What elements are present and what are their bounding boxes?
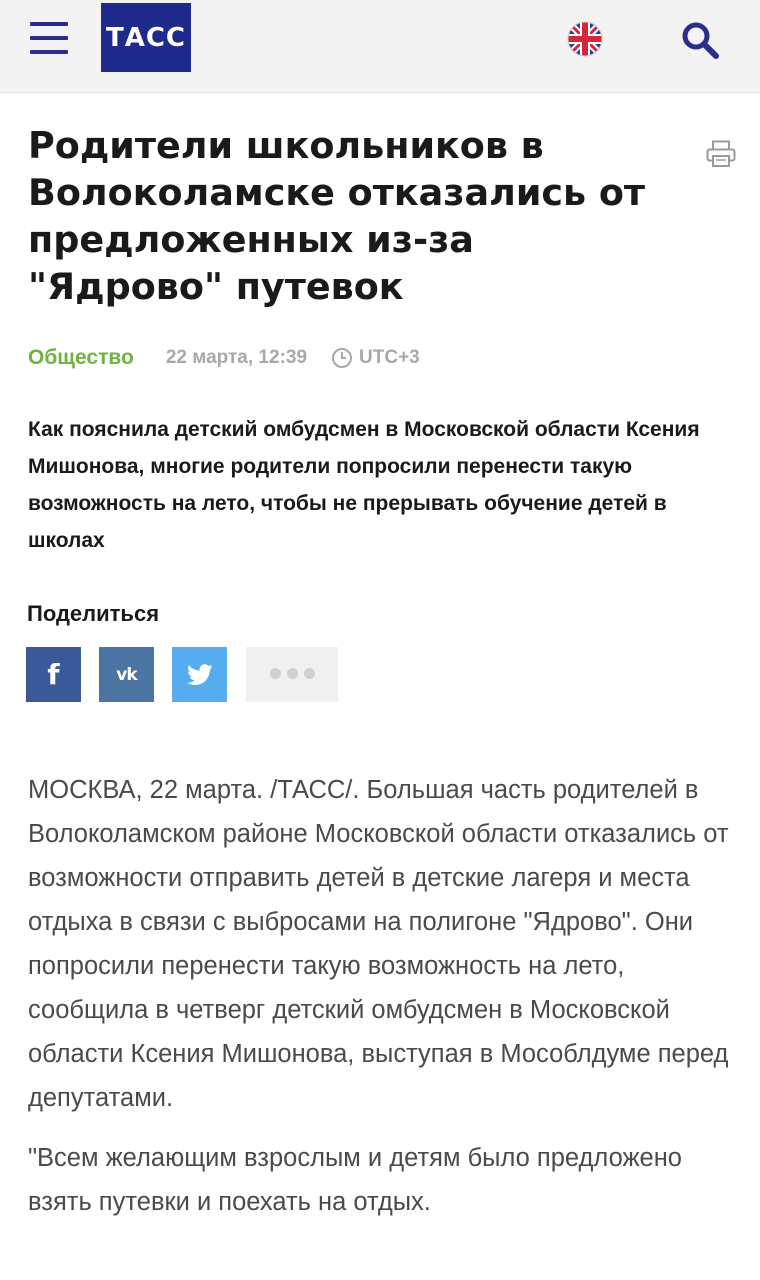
publish-date: 22 марта, 12:39 <box>165 347 308 368</box>
hamburger-menu-icon[interactable] <box>30 22 70 56</box>
more-share-button[interactable] <box>246 647 338 702</box>
vk-share-button[interactable] <box>99 647 154 702</box>
body-paragraph: МОСКВА, 22 марта. /ТАСС/. Большая часть родителей в Волоколамском районе Московской области отказались от возможности отправить детей в детские лагеря и места отдыха в связи с выбросами на полигоне "Ядрово". Они попросили перенести такую возможность на лето, сообщила в четверг детский омбудсмен в Московской области Ксения Мишонова, выступая в Мособлдуме перед депутатами. <box>28 776 729 1112</box>
twitter-share-button[interactable] <box>172 647 227 702</box>
clock-icon <box>331 347 353 369</box>
article-meta <box>28 343 420 373</box>
body-paragraph: "Всем желающим взрослым и детям было предложено взять путевки и поехать на отдых. <box>28 1144 682 1216</box>
logo-text: ТАСС <box>105 22 187 53</box>
facebook-icon: f <box>47 658 60 691</box>
facebook-share-button[interactable] <box>26 647 81 702</box>
article-body <box>28 768 743 1240</box>
category-link[interactable]: Общество <box>28 346 134 369</box>
timezone <box>331 347 420 369</box>
twitter-icon <box>187 664 213 686</box>
search-icon[interactable] <box>680 20 720 60</box>
top-bar <box>0 0 760 93</box>
vk-icon: vk <box>116 664 137 685</box>
timezone-label: UTC+3 <box>359 347 420 368</box>
uk-flag-icon[interactable] <box>567 21 603 57</box>
article-title: Родители школьников в Волоколамске отказались от предложенных из-за "Ядрово" путевок <box>28 124 646 308</box>
ellipsis-icon <box>267 666 318 684</box>
share-label: Поделиться <box>27 601 160 626</box>
article-lead: Как пояснила детский омбудсмен в Московской области Ксения Мишонова, многие родители попросили перенести такую возможность на лето, чтобы не прерывать обучение детей в школах <box>28 418 700 552</box>
tass-logo[interactable] <box>101 3 191 72</box>
print-icon[interactable] <box>706 140 736 168</box>
